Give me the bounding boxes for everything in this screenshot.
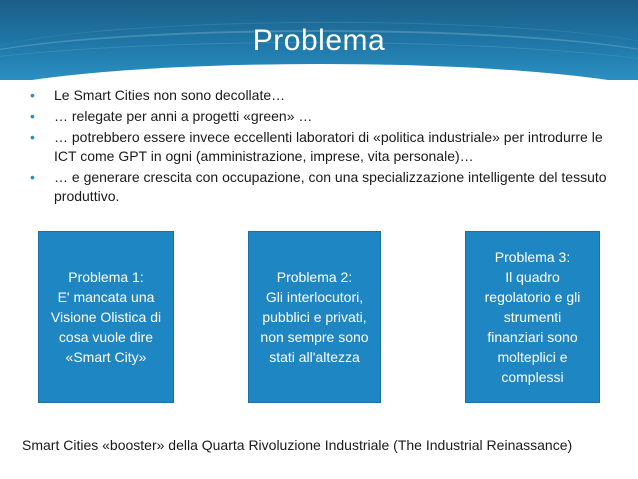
box-line: «Smart City» (65, 349, 147, 365)
bullet-dot-icon: • (30, 87, 35, 103)
box-line: finanziari sono (487, 329, 578, 345)
bullet-dot-icon: • (30, 169, 35, 185)
box-line: Visione Olistica di (50, 309, 162, 325)
box-line: Problema 1: (68, 269, 144, 285)
box-line: Problema 3: (494, 249, 571, 265)
bullet-text: … relegate per anni a progetti «green» … (54, 108, 313, 124)
box-line: molteplici e (497, 349, 568, 365)
bullet-dot-icon: • (30, 129, 35, 145)
box-line: stati all'altezza (269, 349, 360, 365)
box-line: cosa vuole dire (58, 329, 154, 345)
problem-box-2 (248, 231, 381, 403)
box-line: Gli interlocutori, (265, 289, 364, 305)
bullet-item (30, 128, 620, 166)
box-line: strumenti (503, 309, 562, 325)
page-title: Problema (252, 24, 386, 57)
bullet-item (30, 86, 620, 105)
bullet-dot-icon: • (30, 108, 35, 124)
box-line: regolatorio e gli (484, 289, 581, 305)
box-line: complessi (501, 369, 564, 385)
bullet-text: … e generare crescita con occupazione, con una specializzazione intelligente del tessuto produttivo. (54, 169, 607, 204)
problem-box-3 (465, 231, 600, 403)
box-line: non sempre sono (260, 329, 369, 345)
problem-box-1 (38, 231, 174, 403)
footer-caption: Smart Cities «booster» della Quarta Rivoluzione Industriale (The Industrial Reinassance) (22, 437, 573, 453)
bullet-text: … potrebbero essere invece eccellenti laboratori di «politica industriale» per introdurre le ICT come GPT in ogni (amministrazione, imprese, vita personale)… (54, 129, 603, 164)
bullet-list (30, 86, 620, 208)
box-line: Problema 2: (276, 269, 353, 285)
box-line: pubblici e privati, (262, 309, 367, 325)
box-line: E' mancata una (57, 289, 155, 305)
box-line: Il quadro (505, 269, 560, 285)
bullet-text: Le Smart Cities non sono decollate… (54, 87, 286, 103)
bullet-item (30, 107, 620, 126)
bullet-item (30, 168, 620, 206)
